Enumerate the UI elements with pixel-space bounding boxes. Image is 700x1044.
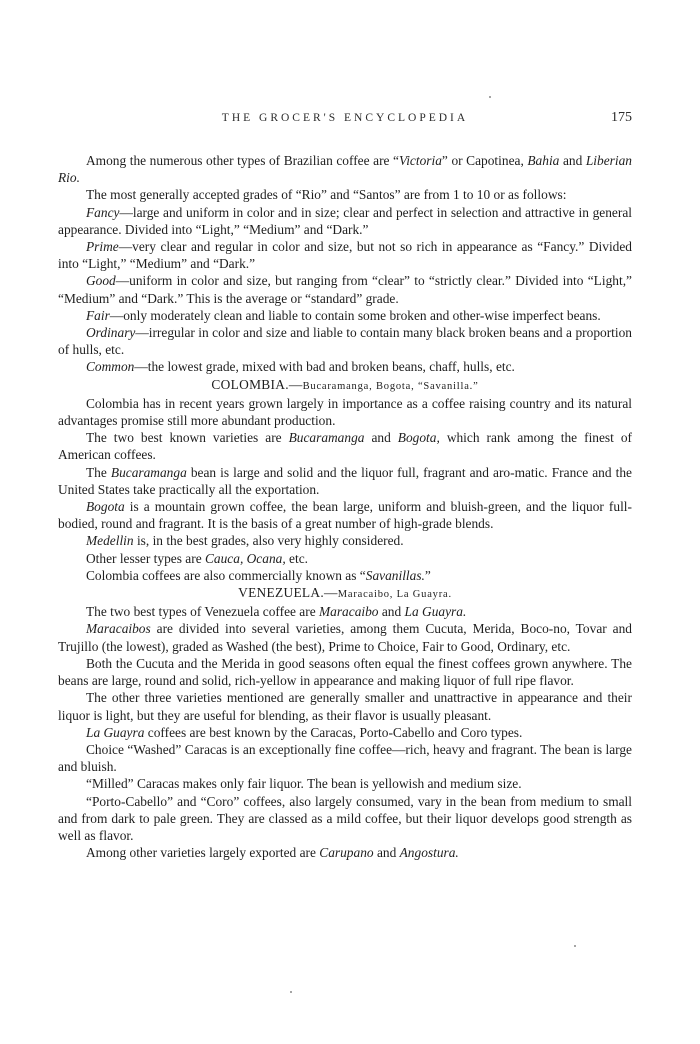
body-paragraph [58, 567, 632, 584]
italic-text: Medellin [86, 533, 134, 549]
body-paragraph [58, 603, 632, 620]
text-run: and [364, 430, 398, 446]
italic-text: Good [86, 273, 116, 289]
body-paragraph [58, 620, 632, 654]
body-paragraph [58, 775, 632, 792]
text-run: Choice “Washed” Caracas is an exceptionally fine coffee—rich, heavy and fragrant. The bean is large and bluish. [58, 741, 632, 775]
text-run: and [559, 153, 586, 168]
text-run: ” or Capotinea, [441, 153, 528, 168]
body-paragraph [58, 793, 632, 845]
text-run: “Porto-Cabello” and “Coro” coffees, also largely consumed, vary in the bean from medium to small and from dark to pale green. They are classed as a mild coffee, but their liquor develops good strength as well as flavor. [58, 793, 632, 843]
italic-text: Fancy [86, 204, 120, 220]
italic-text: Bogota [86, 499, 125, 515]
text-run: —only moderately clean and liable to contain some broken and other-wise imperfect beans. [109, 307, 601, 323]
text-run: COLOMBIA.— [211, 376, 303, 392]
body-paragraph [58, 272, 632, 306]
text-run: Among other varieties largely exported are [86, 845, 320, 861]
italic-text: Maracaibo [319, 604, 379, 620]
page-header [58, 112, 632, 132]
text-run: The other three varieties mentioned are generally smaller and unattractive in appearance and their liquor is light, but they are useful for blending, as their flavor is usually pleasant. [58, 690, 632, 723]
body-paragraph [58, 238, 632, 272]
text-run: which rank among the finest of American coffees. [58, 430, 633, 463]
text-run: Colombia has in recent years grown largely in importance as a coffee raising country and its natural advantages promise still more abundant production. [58, 395, 632, 429]
body-paragraph [58, 324, 632, 358]
italic-text: Savanillas. [365, 567, 425, 583]
section-heading [58, 584, 632, 603]
text-run: The two best types of Venezuela coffee are [86, 604, 319, 620]
text-run: The [86, 464, 111, 480]
text-run: is, in the best grades, also very highly considered. [133, 533, 404, 549]
italic-text: Bahia [527, 153, 560, 168]
section-heading [58, 376, 632, 395]
text-run: and [373, 845, 400, 861]
italic-text: Victoria [399, 153, 442, 168]
page-number: 175 [611, 110, 632, 125]
body-paragraph [58, 152, 632, 186]
italic-text: Bucaramanga [110, 464, 187, 480]
italic-text: Prime [86, 239, 119, 255]
text-run: Among the numerous other types of Brazilian coffee are “ [86, 153, 400, 168]
italic-text: La Guayra [86, 724, 145, 740]
body-paragraph [58, 550, 632, 567]
small-caps-text: Maracaibo, La Guayra. [337, 589, 452, 601]
body-paragraph [58, 186, 632, 203]
page-body [58, 152, 632, 861]
text-run: —irregular in color and size and liable to contain many black broken beans and a proportion of hulls, etc. [58, 325, 632, 358]
text-run: Colombia coffees are also commercially known as “ [86, 567, 366, 583]
italic-text: Bogota, [397, 430, 440, 446]
body-paragraph [58, 844, 632, 861]
body-paragraph [58, 464, 632, 498]
italic-text: Fair [86, 307, 110, 323]
text-run: VENEZUELA.— [238, 585, 338, 601]
scan-speck [574, 945, 576, 947]
italic-text: Common [86, 359, 135, 375]
body-paragraph [58, 532, 632, 549]
body-paragraph [58, 204, 632, 238]
italic-text: Bucaramanga [288, 430, 365, 446]
text-run: are divided into several varieties, among them Cucuta, Merida, Boco-no, Tovar and Trujillo (the lowest), graded as Washed (the best), Prime to Choice, Fair to Good, Ordinary, etc. [58, 621, 632, 654]
text-run: Other lesser types are [86, 550, 205, 566]
text-run: The most generally accepted grades of “Rio” and “Santos” are from 1 to 10 or as follows: [86, 187, 567, 203]
text-run: The two best known varieties are [86, 430, 289, 446]
body-paragraph [58, 429, 632, 463]
body-paragraph [58, 689, 632, 723]
text-run: —the lowest grade, mixed with bad and broken beans, chaff, hulls, etc. [134, 359, 515, 375]
body-paragraph [58, 358, 632, 375]
italic-text: Maracaibos [86, 621, 151, 637]
text-run: Both the Cucuta and the Merida in good seasons often equal the finest coffees grown anywhere. The beans are large, round and solid, rich-yellow in appearance and making liquor of full ripe flavor. [58, 655, 632, 689]
body-paragraph [58, 307, 632, 324]
body-paragraph [58, 655, 632, 689]
text-run: coffees are best known by the Caracas, Porto-Cabello and Coro types. [144, 724, 523, 740]
text-run: —large and uniform in color and in size; clear and perfect in selection and attractive in general appearance. Divided into “Light,” “Medium” and “Dark.” [58, 204, 632, 237]
italic-text: Ordinary [86, 325, 136, 341]
running-title: THE GROCER'S ENCYCLOPEDIA [221, 112, 469, 124]
text-run: “Milled” Caracas makes only fair liquor. The bean is yellowish and medium size. [86, 776, 522, 792]
text-run: is a mountain grown coffee, the bean large, uniform and bluish-green, and the liquor full-bodied, round and fragrant. It is the basis of a great number of high-grade blends. [58, 499, 632, 532]
italic-text: Liberian Rio. [58, 153, 632, 186]
body-paragraph [58, 498, 632, 532]
text-run: ” [424, 567, 431, 583]
small-caps-text: Bucaramanga, Bogota, “Savanilla.” [302, 380, 479, 392]
body-paragraph [58, 724, 632, 741]
text-run: —uniform in color and size, but ranging from “clear” to “strictly clear.” Divided into “Light,” “Medium” and “Dark.” This is the average or “standard” grade. [58, 273, 632, 306]
italic-text: Angostura. [399, 845, 459, 861]
text-run: —very clear and regular in color and size, but not so rich in appearance as “Fancy.” Divided into “Light,” “Medium” and “Dark.” [58, 239, 632, 272]
scan-speck [290, 991, 292, 993]
text-run: and [378, 604, 405, 620]
body-paragraph [58, 395, 632, 429]
italic-text: La Guayra. [404, 604, 467, 620]
text-run: etc. [285, 550, 309, 566]
body-paragraph [58, 741, 632, 775]
text-run: bean is large and solid and the liquor full, fragrant and aro-matic. France and the United States take practically all the exportation. [58, 464, 632, 497]
italic-text: Carupano [319, 845, 374, 861]
scan-speck [489, 96, 491, 98]
italic-text: Cauca, Ocana, [204, 550, 286, 566]
